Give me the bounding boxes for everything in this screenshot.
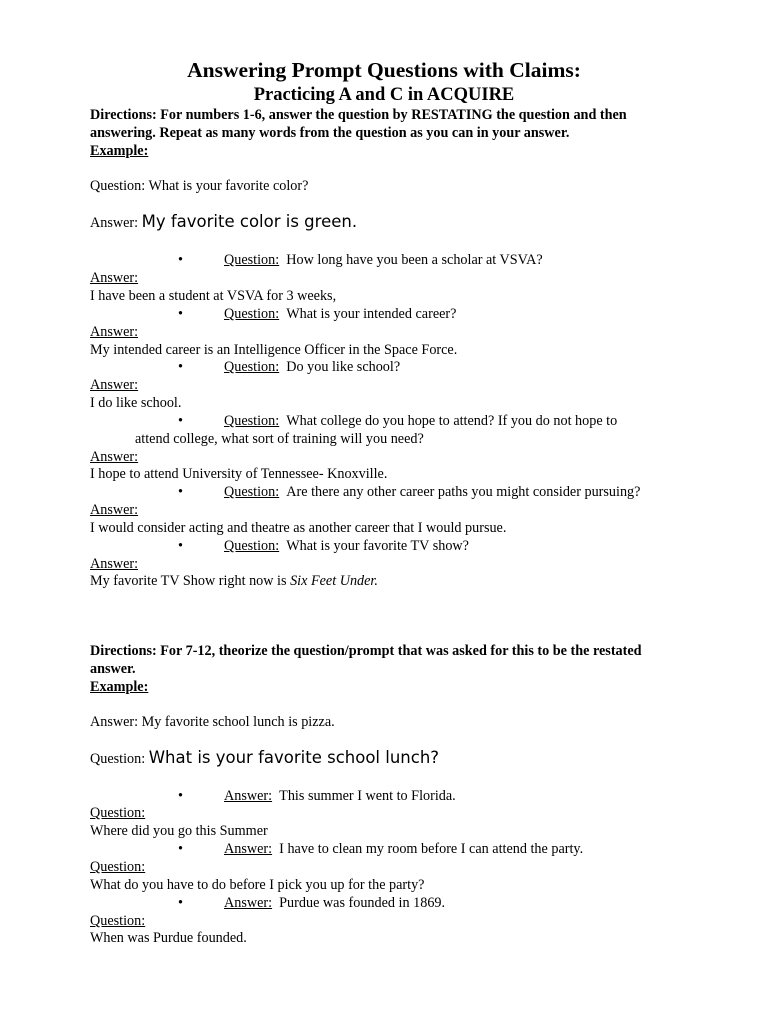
question-8: What do you have to do before I pick you up for the party? <box>90 877 425 893</box>
answer-9 <box>224 894 445 912</box>
example-label-part2: Example: <box>90 679 149 695</box>
question-4-continuation: attend college, what sort of training will you need? <box>135 431 424 447</box>
directions-part2-line1: Directions: For 7-12, theorize the question/prompt that was asked for this to be the restated <box>90 643 642 659</box>
example-question-handwritten: What is your favorite school lunch? <box>148 748 440 767</box>
question-4-text: What college do you hope to attend? If you do not hope to <box>286 413 618 429</box>
question-label: Question: <box>224 359 280 375</box>
question-2-text: What is your intended career? <box>286 306 457 322</box>
question-2 <box>224 305 456 323</box>
question-label: Question: <box>224 252 280 268</box>
question-7: Where did you go this Summer <box>90 823 268 839</box>
question-label: Question: <box>224 538 280 554</box>
example-question-label: Question: <box>90 751 146 767</box>
directions-part2-line2: answer. <box>90 661 136 677</box>
directions-part1-line2: answering. Repeat as many words from the question as you can in your answer. <box>90 125 570 141</box>
question-9: When was Purdue founded. <box>90 930 247 946</box>
bullet-8: • <box>178 841 183 857</box>
answer-8-text: I have to clean my room before I can attend the party. <box>279 841 584 857</box>
answer-6 <box>90 572 378 590</box>
answer-label-6: Answer: <box>90 556 139 572</box>
question-label-8: Question: <box>90 859 146 875</box>
example-answer-handwritten: My favorite color is green. <box>141 212 358 231</box>
example-question-part1: Question: What is your favorite color? <box>90 178 309 194</box>
page-title: Answering Prompt Questions with Claims: <box>187 58 581 82</box>
answer-2: My intended career is an Intelligence Officer in the Space Force. <box>90 342 458 358</box>
answer-3: I do like school. <box>90 395 182 411</box>
answer-4: I hope to attend University of Tennessee- Knoxville. <box>90 466 388 482</box>
question-label-9: Question: <box>90 913 146 929</box>
answer-label-5: Answer: <box>90 502 139 518</box>
example-question-part2 <box>90 749 439 768</box>
question-5-text: Are there any other career paths you might consider pursuing? <box>286 484 641 500</box>
answer-label-1: Answer: <box>90 270 139 286</box>
answer-label-4: Answer: <box>90 449 139 465</box>
question-1-text: How long have you been a scholar at VSVA? <box>286 252 543 268</box>
answer-6-text: My favorite TV Show right now is <box>90 573 291 589</box>
question-6-text: What is your favorite TV show? <box>286 538 469 554</box>
answer-8 <box>224 840 583 858</box>
bullet-2: • <box>178 306 183 322</box>
bullet-5: • <box>178 484 183 500</box>
answer-label-2: Answer: <box>90 324 139 340</box>
example-label-part1: Example: <box>90 143 149 159</box>
answer-1: I have been a student at VSVA for 3 weeks, <box>90 288 337 304</box>
question-label: Question: <box>224 306 280 322</box>
directions-part1-line1: Directions: For numbers 1-6, answer the question by RESTATING the question and then <box>90 107 627 123</box>
question-5 <box>224 483 640 501</box>
example-answer-label: Answer: <box>90 215 139 231</box>
example-answer-part2: Answer: My favorite school lunch is pizza. <box>90 714 335 730</box>
answer-label: Answer: <box>224 841 273 857</box>
bullet-4: • <box>178 413 183 429</box>
bullet-9: • <box>178 895 183 911</box>
bullet-6: • <box>178 538 183 554</box>
question-6 <box>224 537 469 555</box>
bullet-7: • <box>178 788 183 804</box>
bullet-1: • <box>178 252 183 268</box>
question-label: Question: <box>224 484 280 500</box>
question-1 <box>224 251 543 269</box>
bullet-3: • <box>178 359 183 375</box>
answer-label: Answer: <box>224 895 273 911</box>
answer-6-title: Six Feet Under. <box>290 573 378 589</box>
answer-label: Answer: <box>224 788 273 804</box>
question-4 <box>224 412 617 430</box>
answer-7 <box>224 787 456 805</box>
page-subtitle: Practicing A and C in ACQUIRE <box>253 85 515 105</box>
answer-5: I would consider acting and theatre as another career that I would pursue. <box>90 520 507 536</box>
answer-9-text: Purdue was founded in 1869. <box>279 895 446 911</box>
example-answer-part1 <box>90 213 357 232</box>
answer-label-3: Answer: <box>90 377 139 393</box>
question-label: Question: <box>224 413 280 429</box>
answer-7-text: This summer I went to Florida. <box>279 788 456 804</box>
question-label-7: Question: <box>90 805 146 821</box>
question-3-text: Do you like school? <box>286 359 401 375</box>
question-3 <box>224 358 400 376</box>
